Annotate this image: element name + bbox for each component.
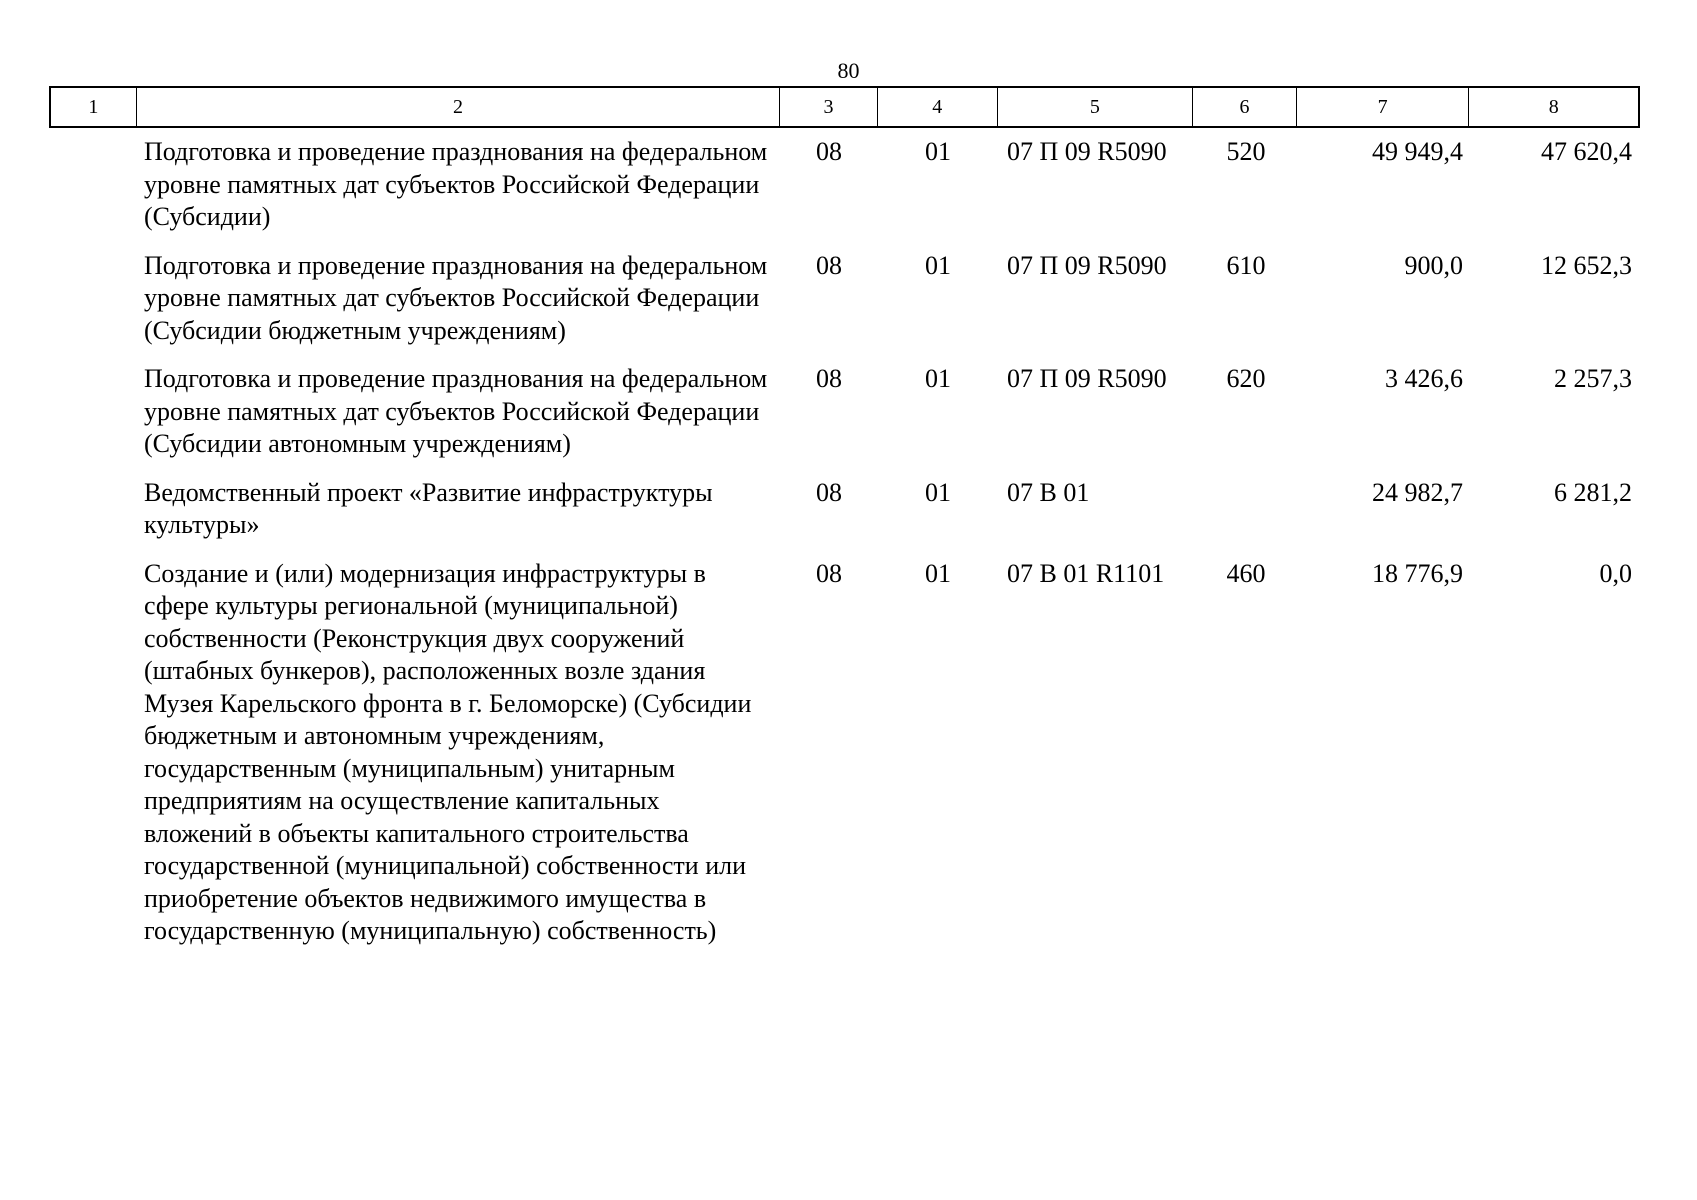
cell-name: Создание и (или) модернизация инфраструктуры в сфере культуры региональной (муниципальной) собственности (Реконструкция двух сооружений (штабных бункеров), расположенных возле здания Музея Карельского фронта в г. Беломорске) (Субсидии бюджетным и автономным учреждениям, государственным (муниципальным) унитарным предприятиям на осуществление капитальных вложений в объекты капитального строительства государственной (муниципальной) собственности или приобретение объектов недвижимого имущества в государственную (муниципальную) собственность) — [144, 558, 752, 945]
cell-name: Подготовка и проведение празднования на федеральном уровне памятных дат субъектов Российской Федерации (Субсидии) — [144, 137, 768, 231]
cell-empty — [49, 250, 135, 348]
cell-section: 08 — [816, 364, 842, 393]
header-cell-1: 1 — [51, 88, 137, 126]
table-row — [49, 363, 1640, 461]
header-cell-3: 3 — [780, 88, 878, 126]
cell-amount-2: 2 257,3 — [1554, 364, 1632, 393]
cell-empty — [49, 136, 135, 234]
table-row — [49, 477, 1640, 542]
cell-amount-1: 18 776,9 — [1372, 558, 1463, 588]
cell-subsection: 01 — [925, 477, 951, 507]
table-row — [49, 558, 1640, 948]
cell-amount-2: 47 620,4 — [1541, 137, 1632, 166]
cell-name: Подготовка и проведение празднования на федеральном уровне памятных дат субъектов Российской Федерации (Субсидии автономным учреждениям) — [144, 364, 768, 458]
cell-section: 08 — [816, 477, 842, 507]
cell-target-article: 07 В 01 — [1007, 477, 1090, 507]
table-row — [49, 136, 1640, 234]
cell-section: 08 — [816, 250, 842, 280]
table-header-row — [49, 86, 1640, 128]
cell-amount-1: 24 982,7 — [1372, 477, 1463, 507]
cell-target-article: 07 В 01 R1101 — [1007, 558, 1165, 588]
header-cell-6: 6 — [1193, 88, 1297, 126]
cell-name: Подготовка и проведение празднования на федеральном уровне памятных дат субъектов Российской Федерации (Субсидии бюджетным учреждениям) — [144, 250, 768, 345]
cell-name: Ведомственный проект «Развитие инфраструктуры культуры» — [144, 477, 713, 539]
cell-expense-type: 610 — [1226, 250, 1266, 280]
cell-target-article: 07 П 09 R5090 — [1007, 137, 1167, 166]
cell-amount-1: 900,0 — [1404, 250, 1463, 280]
cell-target-article: 07 П 09 R5090 — [1007, 364, 1167, 393]
cell-empty — [49, 477, 135, 542]
cell-expense-type: 520 — [1226, 137, 1266, 166]
cell-amount-1: 49 949,4 — [1372, 137, 1463, 166]
cell-section: 08 — [816, 137, 842, 166]
page-number: 80 — [837, 58, 860, 83]
cell-empty — [49, 363, 135, 461]
header-cell-4: 4 — [878, 88, 998, 126]
cell-section: 08 — [816, 558, 842, 588]
header-cell-2: 2 — [137, 88, 780, 126]
cell-subsection: 01 — [925, 250, 951, 280]
cell-subsection: 01 — [925, 558, 951, 588]
cell-amount-2: 12 652,3 — [1541, 250, 1632, 280]
cell-amount-2: 0,0 — [1599, 558, 1632, 588]
cell-amount-2: 6 281,2 — [1554, 477, 1632, 507]
cell-expense-type — [1194, 477, 1298, 542]
table-row — [49, 250, 1640, 348]
header-cell-7: 7 — [1297, 88, 1470, 126]
cell-subsection: 01 — [925, 364, 951, 393]
header-cell-5: 5 — [998, 88, 1194, 126]
cell-amount-1: 3 426,6 — [1385, 364, 1463, 393]
cell-empty — [49, 558, 135, 948]
cell-subsection: 01 — [925, 137, 951, 166]
table-body — [49, 136, 1640, 964]
cell-expense-type: 460 — [1226, 558, 1266, 588]
cell-expense-type: 620 — [1226, 364, 1266, 393]
cell-target-article: 07 П 09 R5090 — [1007, 250, 1167, 280]
header-cell-8: 8 — [1548, 96, 1559, 118]
